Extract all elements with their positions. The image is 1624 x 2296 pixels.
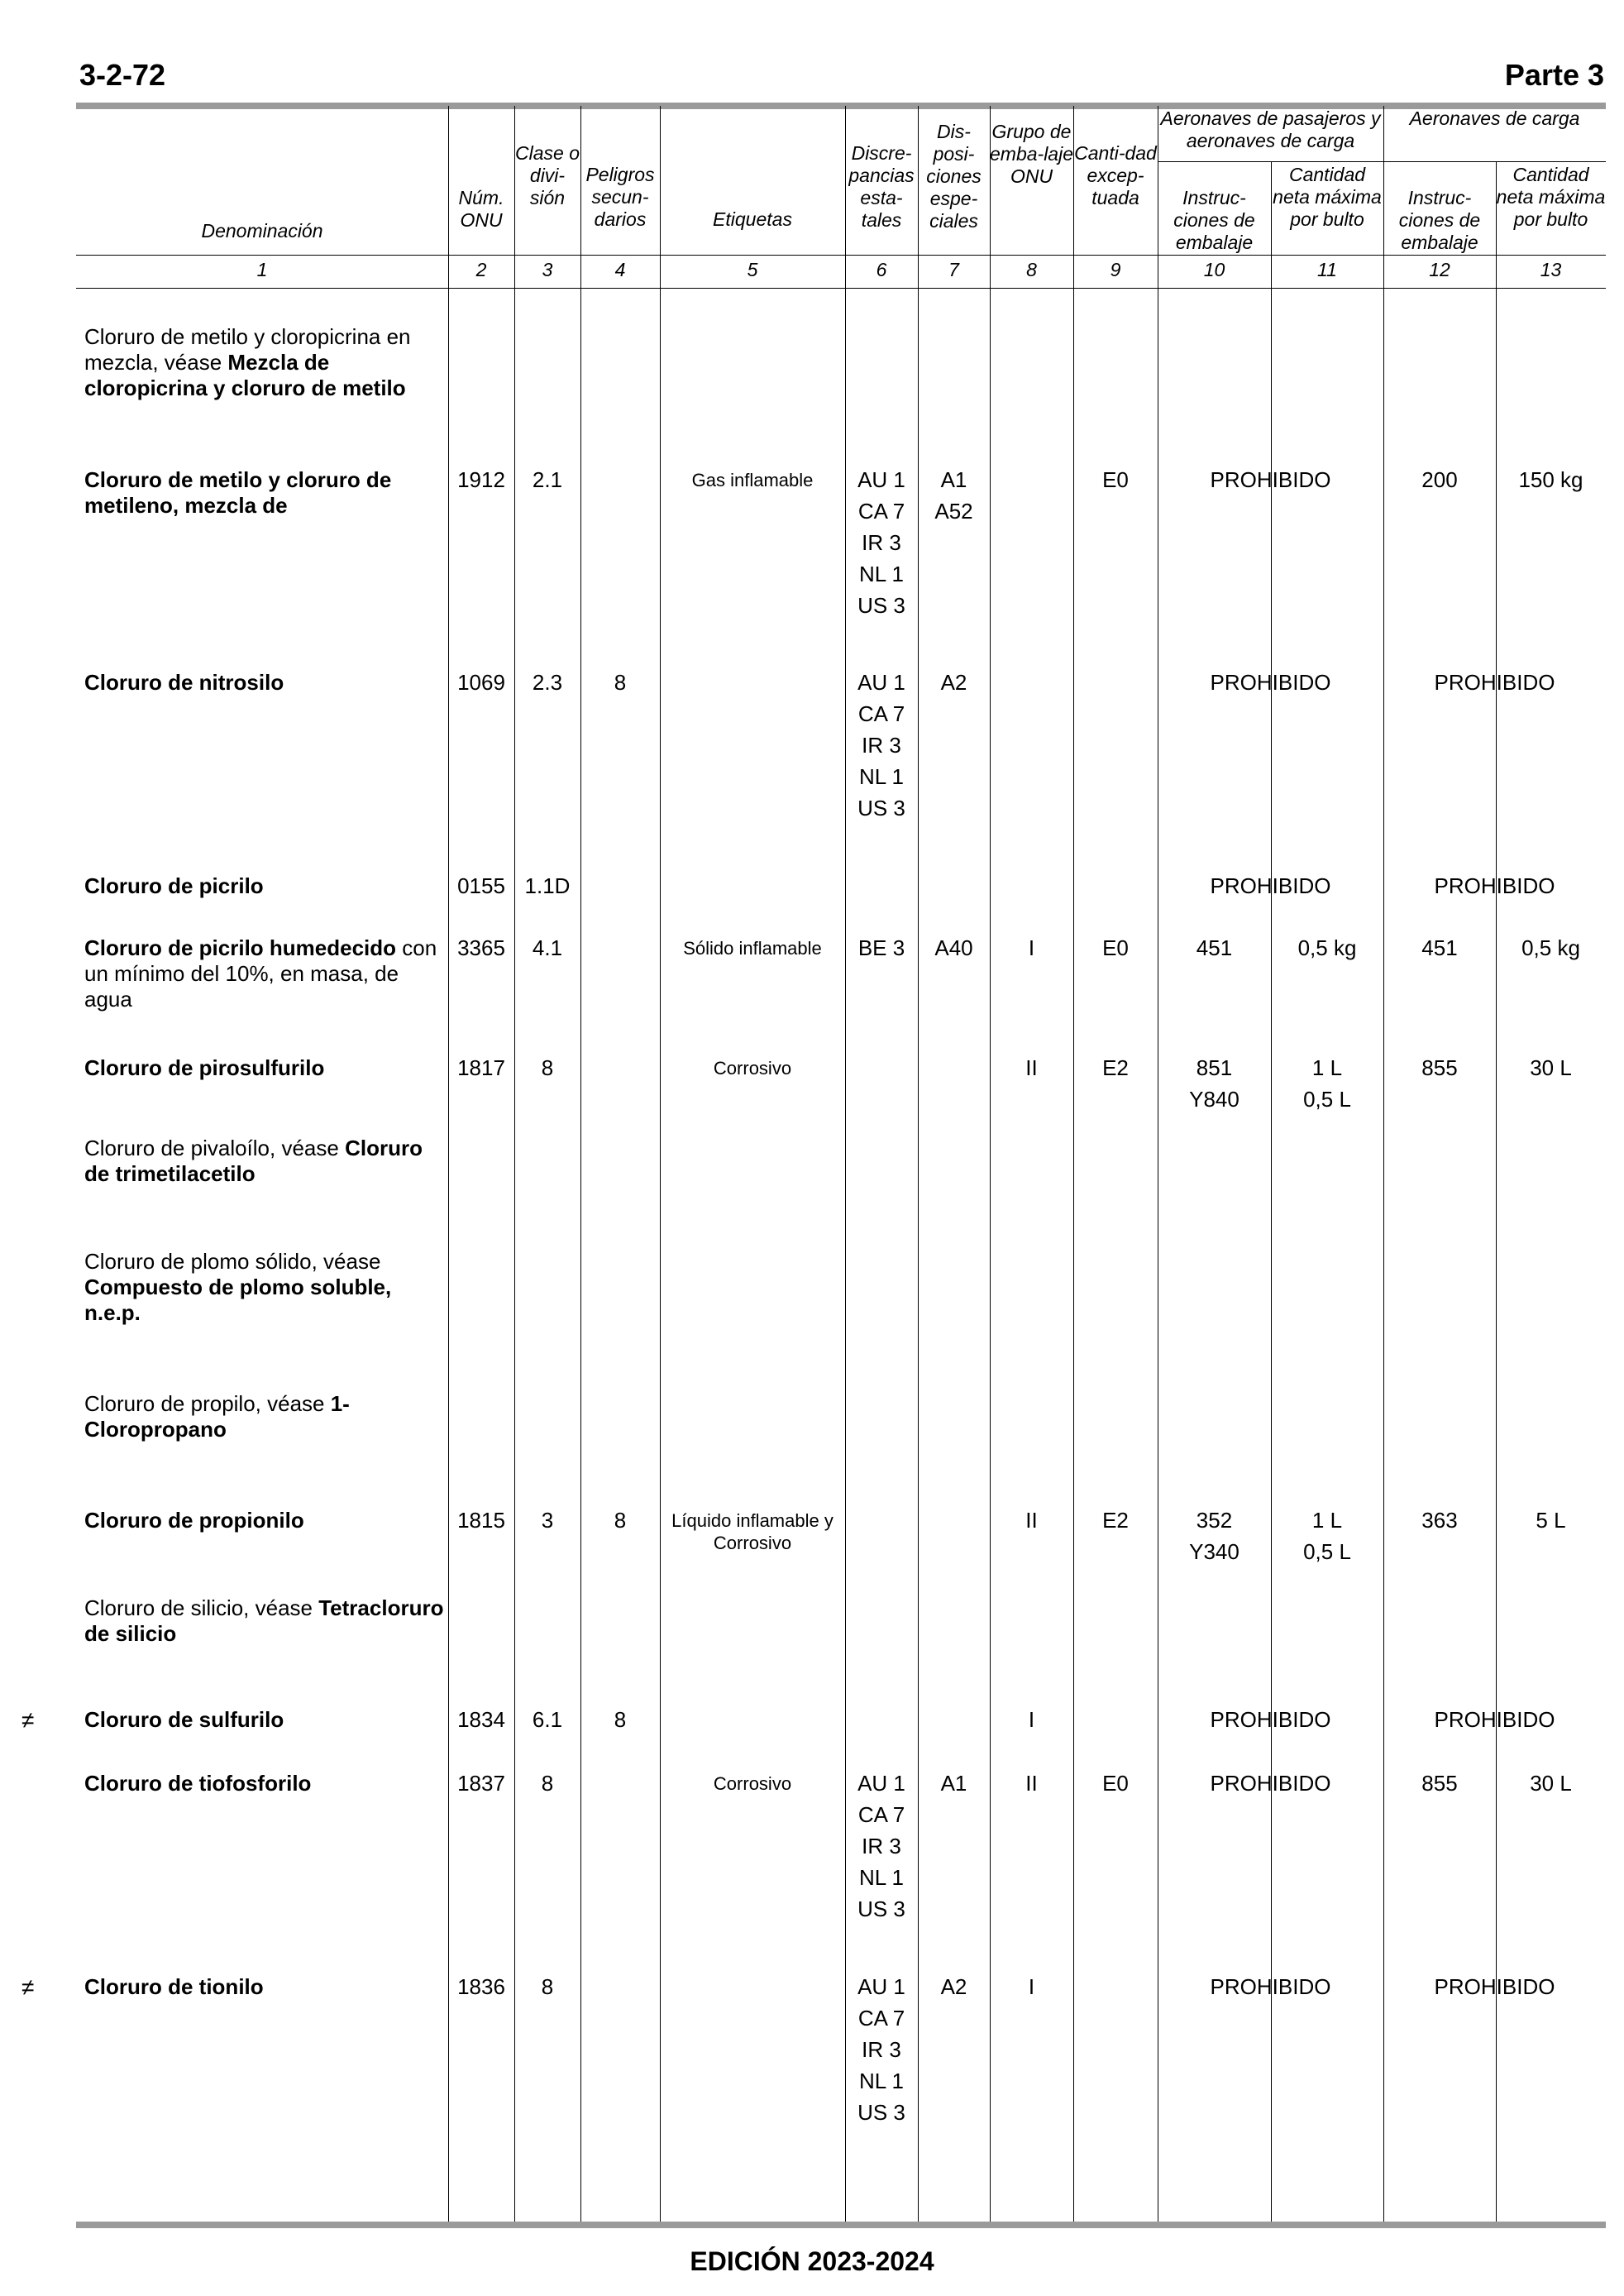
onu-number: 1836 [457,1974,505,1999]
entry-name: Cloruro de picrilo humedecido con un mínimo del 10%, en masa, de agua [84,935,437,1012]
hazard-class: 8 [541,1771,554,1796]
onu-number: 1069 [457,670,505,695]
special-provisions: A40 [934,935,973,960]
header-cantidad_exceptuada: Canti-dad excep-tuada [1074,142,1157,208]
entry-name: Cloruro de plomo sólido, véase Compuesto de plomo soluble, n.e.p. [84,1249,392,1325]
header-instrucciones: Instruc-ciones de embalaje [1173,187,1255,253]
column-divider [1073,106,1074,2222]
onu-number: 1837 [457,1771,505,1796]
header-cantidad_neta: Cantidad neta máxima por bulto [1273,164,1382,230]
label-text: Corrosivo [713,1773,792,1794]
onu-number: 1834 [457,1707,505,1732]
column-number: 13 [1540,259,1562,280]
column-divider [514,106,515,2222]
pax-max-net-quantity: 1 L 0,5 L [1303,1055,1351,1112]
pax-forbidden: PROHIBIDO [1210,873,1331,898]
entry-name: Cloruro de sulfurilo [84,1707,284,1732]
pax-forbidden: PROHIBIDO [1210,1974,1331,1999]
header-disposiciones: Dis-posi-ciones espe-ciales [926,121,982,232]
entry-name: Cloruro de metilo y cloropicrina en mezcla, véase Mezcla de cloropicrina y cloruro de metilo [84,324,411,400]
label-text: Gas inflamable [691,470,814,490]
column-divider [448,106,449,2222]
cargo-max-net-quantity: 5 L [1536,1508,1566,1533]
column-number: 11 [1317,259,1337,280]
column-divider [1383,106,1384,2222]
change-mark: ≠ [21,1974,35,2000]
special-provisions: A2 [940,1974,967,1999]
colnum-rule [76,288,1606,289]
column-number: 2 [475,259,487,280]
column-number: 1 [256,259,268,280]
label-text: Líquido inflamable y Corrosivo [671,1510,833,1553]
excepted-quantity: E2 [1102,1508,1129,1533]
entry-name: Cloruro de picrilo [84,873,264,898]
state-variations: BE 3 [857,935,905,960]
page-number: 3-2-72 [79,58,166,92]
pax-packing-instruction: 352 Y340 [1189,1508,1239,1564]
packing-group: I [1028,935,1035,960]
column-number: 12 [1429,259,1450,280]
entry-name: Cloruro de pivaloílo, véase Cloruro de trimetilacetilo [84,1136,423,1186]
column-number: 9 [1110,259,1121,280]
onu-number: 1912 [457,467,505,492]
edition-footer: EDICIÓN 2023-2024 [690,2246,934,2276]
pax-packing-instruction: 451 [1196,935,1233,960]
column-number: 4 [614,259,626,280]
header-grupo: Grupo de emba-laje ONU [990,121,1073,187]
packing-group: II [1025,1508,1038,1533]
cargo-max-net-quantity: 150 kg [1518,467,1583,492]
entry-name: Cloruro de silicio, véase Tetracloruro de silicio [84,1595,444,1646]
entry-name: Cloruro de propionilo [84,1508,304,1533]
entry-name: Cloruro de propilo, véase 1-Cloropropano [84,1391,350,1442]
label-text: Corrosivo [713,1058,792,1079]
pax-max-net-quantity: 0,5 kg [1297,935,1357,960]
group-header-rule [1158,161,1606,162]
header-pasajeros-group: Aeronaves de pasajeros y aeronaves de carga [1160,108,1381,151]
column-divider [918,106,919,2222]
packing-group: II [1025,1771,1038,1796]
excepted-quantity: E0 [1102,467,1129,492]
entry-name: Cloruro de nitrosilo [84,670,284,695]
header-num_onu: Núm. ONU [458,187,504,231]
header-denominacion: Denominación [201,220,323,242]
cargo-max-net-quantity: 30 L [1530,1771,1572,1796]
hazard-class: 8 [541,1055,554,1080]
special-provisions: A1 [940,1771,967,1796]
column-number: 3 [542,259,553,280]
cargo-forbidden: PROHIBIDO [1434,873,1555,898]
state-variations: AU 1 CA 7 IR 3 NL 1 US 3 [857,1771,905,1921]
subsidiary-hazard: 8 [614,1707,627,1732]
header-rule [76,255,1606,256]
entry-name: Cloruro de pirosulfurilo [84,1055,325,1080]
entry-name: Cloruro de metilo y cloruro de metileno, mezcla de [84,467,392,518]
cargo-forbidden: PROHIBIDO [1434,1974,1555,1999]
cargo-packing-instruction: 855 [1421,1771,1458,1796]
part-label: Parte 3 [1504,58,1604,92]
subsidiary-hazard: 8 [614,670,627,695]
entry-name: Cloruro de tiofosforilo [84,1771,312,1796]
cargo-packing-instruction: 200 [1421,467,1458,492]
entry-name: Cloruro de tionilo [84,1974,264,1999]
hazard-class: 4.1 [532,935,563,960]
onu-number: 1817 [457,1055,505,1080]
hazard-class: 1.1D [524,873,571,898]
column-divider [990,106,991,2222]
onu-number: 1815 [457,1508,505,1533]
header-cantidad_neta: Cantidad neta máxima por bulto [1496,164,1606,230]
label-text: Sólido inflamable [683,938,822,959]
header-instrucciones: Instruc-ciones de embalaje [1398,187,1481,253]
bottom-rule [76,2222,1606,2228]
special-provisions: A2 [940,670,967,695]
subsidiary-hazard: 8 [614,1508,627,1533]
packing-group: I [1028,1974,1035,1999]
column-number: 6 [876,259,887,280]
state-variations: AU 1 CA 7 IR 3 NL 1 US 3 [857,467,905,618]
column-number: 8 [1026,259,1037,280]
onu-number: 0155 [457,873,505,898]
pax-forbidden: PROHIBIDO [1210,1707,1331,1732]
hazard-class: 6.1 [532,1707,563,1732]
packing-group: II [1025,1055,1038,1080]
pax-max-net-quantity: 1 L 0,5 L [1303,1508,1351,1564]
column-divider [660,106,661,2222]
pax-forbidden: PROHIBIDO [1210,670,1331,695]
cargo-packing-instruction: 363 [1421,1508,1458,1533]
pax-forbidden: PROHIBIDO [1210,467,1331,492]
cargo-forbidden: PROHIBIDO [1434,1707,1555,1732]
cargo-forbidden: PROHIBIDO [1434,670,1555,695]
header-etiquetas: Etiquetas [713,208,792,230]
change-mark: ≠ [21,1707,35,1733]
column-divider [580,106,581,2222]
packing-group: I [1028,1707,1035,1732]
special-provisions: A1 A52 [934,467,973,524]
header-clase: Clase o divi-sión [515,142,580,208]
header-carga-group: Aeronaves de carga [1409,108,1580,129]
pax-packing-instruction: 851 Y840 [1189,1055,1239,1112]
cargo-max-net-quantity: 0,5 kg [1521,935,1580,960]
excepted-quantity: E0 [1102,1771,1129,1796]
hazard-class: 8 [541,1974,554,1999]
hazard-class: 3 [541,1508,554,1533]
hazard-class: 2.3 [532,670,563,695]
cargo-packing-instruction: 451 [1421,935,1458,960]
state-variations: AU 1 CA 7 IR 3 NL 1 US 3 [857,670,905,820]
column-number: 7 [948,259,959,280]
cargo-packing-instruction: 855 [1421,1055,1458,1080]
excepted-quantity: E0 [1102,935,1129,960]
excepted-quantity: E2 [1102,1055,1129,1080]
state-variations: AU 1 CA 7 IR 3 NL 1 US 3 [857,1974,905,2125]
cargo-max-net-quantity: 30 L [1530,1055,1572,1080]
hazard-class: 2.1 [532,467,563,492]
pax-forbidden: PROHIBIDO [1210,1771,1331,1796]
header-discrepancias: Discre-pancias esta-tales [848,142,915,231]
column-number: 10 [1203,259,1225,280]
column-number: 5 [747,259,758,280]
onu-number: 3365 [457,935,505,960]
header-peligros: Peligros secun-darios [585,164,655,230]
